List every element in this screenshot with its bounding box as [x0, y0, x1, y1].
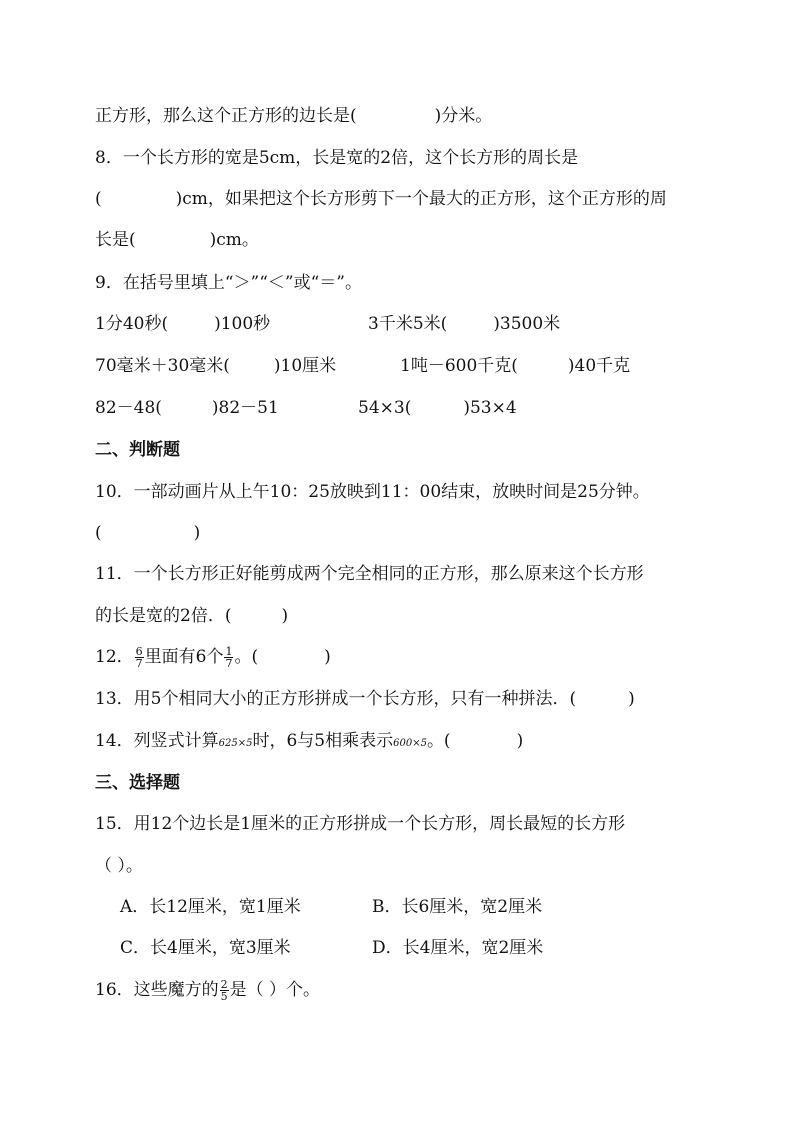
question-9-item-2b: 1吨－600千克( )40千克 [400, 356, 631, 376]
question-12: 12． $\frac{6}{7}$ 里面有6个 $\frac{1}{7}$ 。( ) [95, 645, 331, 670]
question-9-item-1b: 3千米5米( )3500米 [368, 314, 561, 334]
question-11-line1: 11．一个长方形正好能剪成两个完全相同的正方形，那么原来这个长方形 [95, 564, 644, 584]
question-16: 16．这些魔方的 $\frac{2}{5}$ 是（ ）个。 [95, 978, 321, 1003]
question-10-line1: 10．一部动画片从上午10：25放映到11：00结束，放映时间是25分钟。 [95, 482, 650, 502]
option-a[interactable]: A．长12厘米，宽1厘米 [120, 897, 301, 917]
section-heading-choice: 三、选择题 [95, 773, 180, 793]
question-14: 14．列竖式计算625×5时，6与5相乘表示600×5。( ) [95, 731, 524, 751]
fraction-six-sevenths: $\frac{6}{7}$ [135, 645, 143, 670]
question-8-line2: ( )cm，如果把这个长方形剪下一个最大的正方形，这个正方形的周 [95, 189, 667, 209]
question-15-line1: 15．用12个边长是1厘米的正方形拼成一个长方形，周长最短的长方形 [95, 814, 626, 834]
option-b[interactable]: B．长6厘米，宽2厘米 [372, 897, 543, 917]
fraction-one-seventh: $\frac{1}{7}$ [225, 645, 233, 670]
section-heading-judgment: 二、判断题 [95, 440, 180, 460]
question-9-item-3a: 82－48( )82－51 [95, 398, 279, 418]
question-9-item-1a: 1分40秒( )100秒 [95, 314, 271, 334]
q7-continuation: 正方形，那么这个正方形的边长是( )分米。 [95, 106, 493, 126]
fraction-two-fifths: $\frac{2}{5}$ [220, 978, 228, 1003]
question-8-line3: 长是( )cm。 [95, 230, 259, 250]
question-15-line2: （ ）。 [95, 856, 143, 876]
question-8-line1: 8．一个长方形的宽是5cm，长是宽的2倍，这个长方形的周长是 [95, 148, 579, 168]
option-c[interactable]: C．长4厘米，宽3厘米 [120, 938, 291, 958]
question-10-answer: ( ) [95, 523, 201, 543]
question-9-item-3b: 54×3( )53×4 [358, 398, 517, 418]
question-9-title: 9．在括号里填上“＞”“＜”或“＝”。 [95, 273, 362, 293]
question-13: 13．用5个相同大小的正方形拼成一个长方形，只有一种拼法．( ) [95, 689, 635, 709]
option-d[interactable]: D．长4厘米，宽2厘米 [372, 938, 544, 958]
question-9-item-2a: 70毫米＋30毫米( )10厘米 [95, 356, 337, 376]
question-11-line2: 的长是宽的2倍．( ) [95, 606, 289, 626]
